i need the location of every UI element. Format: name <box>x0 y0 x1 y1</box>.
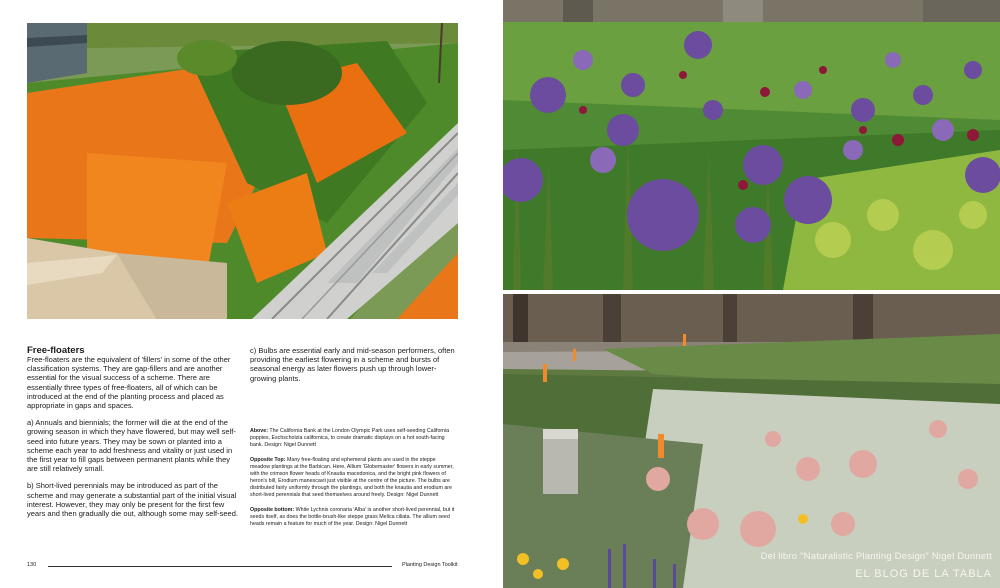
caption-text: Many free-floating and ephemeral plants are used in the steppe meadow plantings at the Barbican. Here, Allium 'Globemaster' flowers in early summer, with the crimson flower heads of Knautia macedonica, and the bright pink flowers of heron's bill, Erodium manescavii just visible at the centre of the picture. The bulbs are distributed fairly uniformly through the plantings, and both the knautia and erodium are short-lived perennials that seed themselves around freely. Design: Nigel Dunnett <box>250 457 454 498</box>
caption-opposite-top <box>250 457 455 499</box>
photo-allium-meadow <box>503 0 1000 290</box>
caption-above <box>250 428 455 449</box>
paragraph: c) Bulbs are essential early and mid-season performers, often providing the earliest flowering in a scheme and bursts of seasonal energy as later flowers push up through lower-growing plants. <box>250 346 455 383</box>
caption-label: Opposite bottom: <box>250 507 295 513</box>
photo-captions <box>250 428 455 536</box>
watermark-blog-name: EL BLOG DE LA TABLA <box>855 568 992 580</box>
watermark-book-credit: Del libro "Naturalistic Planting Design" Nigel Dunnett <box>760 551 992 562</box>
body-column-1 <box>27 355 241 526</box>
footer-book-title: Planting Design Toolkit <box>402 562 458 568</box>
caption-label: Opposite Top: <box>250 457 286 463</box>
section-heading: Free-floaters <box>27 345 85 356</box>
photo-california-bank <box>27 23 458 319</box>
right-page <box>500 0 1000 588</box>
photo-steppe-planting <box>503 294 1000 588</box>
caption-label: Above: <box>250 428 268 434</box>
paragraph: a) Annuals and biennials; the former will die at the end of the growing season in which they have flowered, but may well self-seed into future years. They may be sown or planted into a scheme each year to add freshness and vitality or just used in the first year to fill gaps between permanent plants while they are still relatively small. <box>27 418 236 474</box>
caption-text: The California Bank at the London Olympic Park uses self-seeding California poppies, Eschscholzia californica, to create dramatic displays on a hot south-facing bank. Design: Nigel Dunnett <box>250 428 450 448</box>
page-number: 130 <box>27 562 37 568</box>
caption-opposite-bottom <box>250 507 455 528</box>
paragraph: Free-floaters are the equivalent of 'fillers' in some of the other classification systems. They are gap-fillers and are another essential for the visual success of a scheme. There are essentially three types of free-floaters, all of which can be introduced at the end of the planting process and placed as appropriate in gaps and spaces. <box>27 355 231 411</box>
caption-text: White Lychnis coronaria 'Alba' is another short-lived perennial, but it seeds itself, as does the bottle-brush-like steppe grass Melica ciliata. The allium seed heads remain a feature for much of the year. Design: Nigel Dunnett <box>250 507 455 527</box>
body-column-2 <box>250 346 455 391</box>
paragraph: b) Short-lived perennials may be introduced as part of the scheme and may generate a substantial part of the initial visual interest. However, they may only be present for the first few years and then gradually die out, although some may self-seed. <box>27 481 238 519</box>
footer-rule <box>48 566 392 567</box>
